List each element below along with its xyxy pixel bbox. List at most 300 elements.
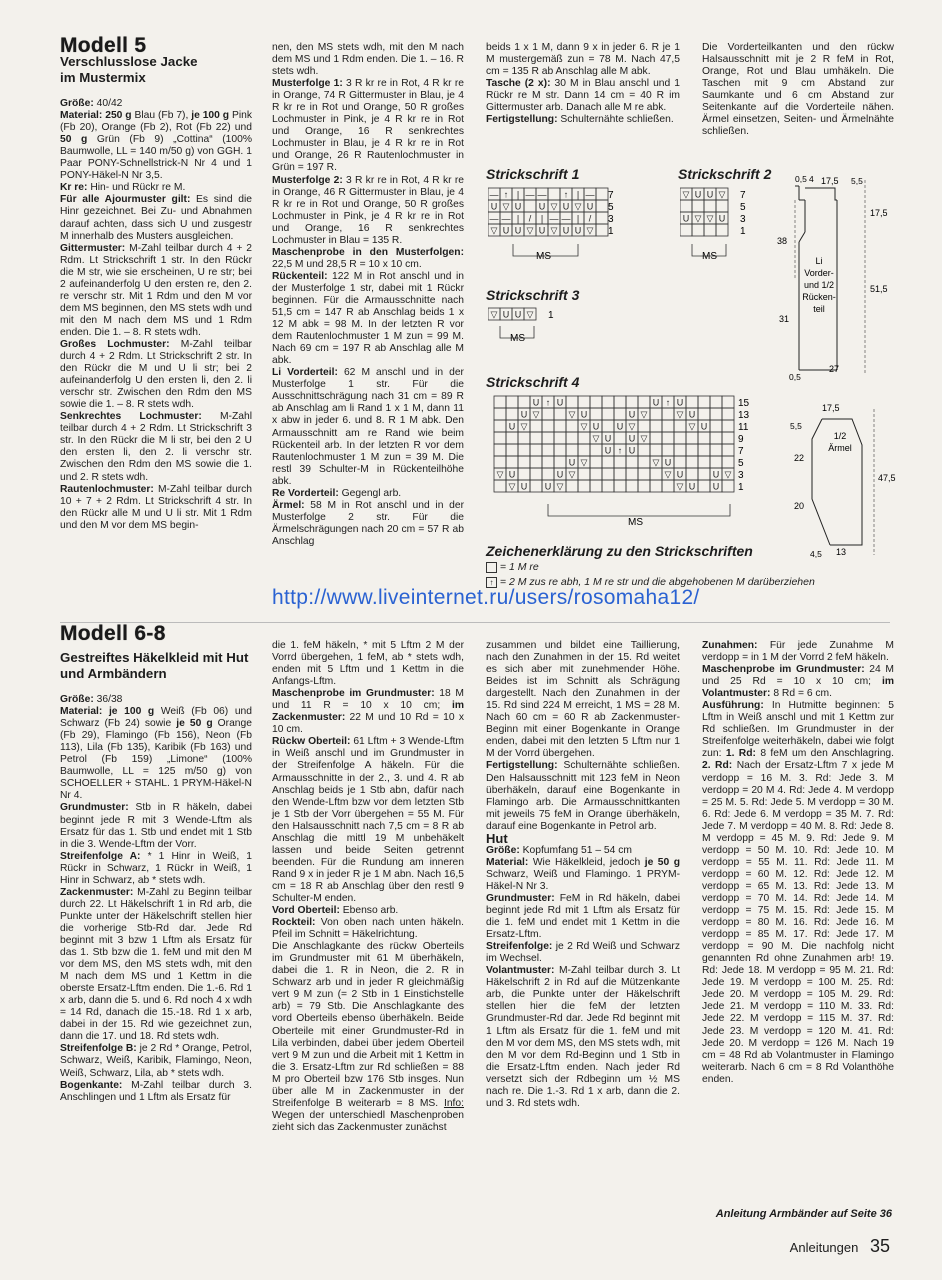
chart4-row-label: 13 [738,410,750,421]
paragraph: Senkrechtes Lochmuster: M-Zahl teilbar durch 4 + 2 Rdm. Lt Strickschrift 3 str. In den Rückr die M li str, bei den 2 U den ersten li, den 2. li verschr str. Zwischen den Rdm den MS sowie die 1. und 2. R stets wdh. [60,411,252,483]
chart-symbol: U [490,201,498,212]
chart-symbol: U [628,409,636,420]
chart-cell [494,480,506,492]
chart-symbol: U [700,421,708,432]
chart-cell [596,224,608,236]
chart-symbol: U [718,213,726,224]
paragraph: Streifenfolge: je 2 Rd Weiß und Schwarz im Wechsel. [486,941,680,965]
paragraph: Für alle Ajourmuster gilt: Es sind die Hinr gezeichnet. Bei Zu- und Abnahmen darauf achten, dass sich U und zusgestr M innerhalb des Musters ausgleichen. [60,194,252,242]
chart-cell [566,432,578,444]
chart-cell [518,444,530,456]
chart-cell [710,444,722,456]
chart-cell [566,420,578,432]
chart-symbol: ▽ [502,201,510,212]
chart-symbol: ▽ [508,481,516,492]
chart-cell [698,468,710,480]
chart-symbol: U [712,481,720,492]
chart-symbol: U [628,445,636,456]
dim-38: 38 [777,236,788,246]
dim-475: 47,5 [878,473,896,483]
chart-cell [638,444,650,456]
chart-cell [710,396,722,408]
chart-cell [542,420,554,432]
paragraph: Li Vorderteil: 62 M anschl und in der Musterfolge 1 str. Für die Ausschnittschrägung nach 31 cm = 89 R ab Anschlag am li Rand 1 x 1 M, dann 11 x abw in jeder 6. und 8. R 1 M abk. Den Armausschnitt am re Rand wie beim Rückenteil arb. In der letzten R vor dem Rautenlochmuster 1 M zun = 39 M. Die restl 39 Schulter-M in Rückenteilhöhe abk. [272,367,464,487]
paragraph: Großes Lochmuster: M-Zahl teilbar durch 4 + 2 Rdm. Lt Strickschrift 2 str. In den Rückr die M und U li str; bei 2 aufeinanderfolg U den ersten li, den 2. li verschr str. Zwischen den Rdm den MS sowie die 1. – 8. R stets wdh. [60,338,252,411]
chart-symbol: U [694,189,702,200]
schematic-label-li: Li [815,256,823,266]
chart-title-1: Strickschrift 1 [486,166,580,182]
chart-symbol: ▽ [640,409,648,420]
top-column-2 [272,42,464,548]
chart-cell [674,444,686,456]
chart-symbol: ▽ [532,409,540,420]
knitting-chart-4 [488,394,778,530]
chart-cell [530,444,542,456]
chart-cell [518,456,530,468]
chart-cell [524,200,536,212]
chart-cell [650,408,662,420]
chart-symbol: U [544,481,552,492]
chart2-ms: MS [702,251,717,262]
chart-cell [566,444,578,456]
chart-cell [590,408,602,420]
chart-cell [650,468,662,480]
legend-item-2: ↑ = 2 M zus re abh, 1 M re str und die abgehobenen M darüberziehen [486,576,815,588]
chart4-row-label: 9 [738,434,744,445]
chart-cell [704,200,716,212]
chart-cell [518,396,530,408]
chart-cell [542,408,554,420]
chart4-row-label: 3 [738,470,744,481]
chart-symbol: — [489,189,499,200]
chart-symbol: ▽ [550,201,558,212]
chart-symbol: U [514,225,522,236]
legend-title: Zeichenerklärung zu den Strickschriften [486,543,753,559]
chart-symbol: ↑ [503,189,509,200]
chart-cell [530,432,542,444]
knitting-chart-3 [488,306,568,346]
chart-symbol: | [576,213,580,224]
chart-title-2: Strickschrift 2 [678,166,772,182]
chart-cell [614,396,626,408]
chart-cell [602,396,614,408]
chart1-row-1: 1 [608,226,614,237]
chart-symbol: ↑ [563,189,569,200]
bottom-column-4 [702,640,894,1086]
chart4-row-label: 11 [738,422,749,433]
chart-cell [716,224,728,236]
dim-13: 13 [836,547,847,557]
chart-cell [578,444,590,456]
chart-cell [722,456,734,468]
paragraph: Ärmel: 58 M in Rot anschl und in der Musterfolge 2 str. Für die Ärmelschrägungen nach 20 cm = 57 R ab Anschlag [272,499,464,547]
paragraph: Musterfolge 2: 3 R kr re in Rot, 4 R kr re in Orange, 46 R Gittermuster in Blau, je 4 R kr re in Rot und Orange, 50 R großes Lochmuster in Pink, je 4 R kr re in Rot und Orange, 16 R senkrechtes Lochmuster in Blau = 135 R. [272,174,464,246]
chart-title-3: Strickschrift 3 [486,287,580,303]
chart-cell [518,468,530,480]
top-col4-body [702,42,894,138]
chart-cell [662,408,674,420]
chart-symbol: U [502,309,510,320]
top-col3-body [486,42,680,126]
chart-symbol: U [538,225,546,236]
chart-symbol: U [580,409,588,420]
chart-cell [722,480,734,492]
chart-cell [494,420,506,432]
chart-cell [554,456,566,468]
chart-symbol: ▽ [580,457,588,468]
paragraph: Maschenprobe im Grundmuster: 24 M und 25 Rd = 10 x 10 cm; im Volantmuster: 8 Rd = 6 cm. [702,664,894,700]
chart1-row-3: 3 [608,214,614,225]
chart-cell [590,480,602,492]
chart-cell [554,432,566,444]
chart-cell [506,432,518,444]
top-column-1 [60,34,252,532]
bottom-col4-body [702,640,894,1086]
chart-cell [686,468,698,480]
chart-cell [692,200,704,212]
chart-symbol: ▽ [676,481,684,492]
chart-cell [638,420,650,432]
paragraph: Größe: 36/38 [60,694,123,706]
chart-symbol: ▽ [592,433,600,444]
paragraph: Zackenmuster: M-Zahl zu Beginn teilbar durch 22. Lt Häkelschrift 1 in Rd arb, die Punkte unter der Häkelschrift stellen hier die vorherige Stb-Rd dar. Jede Rd beginnt mit 3 bzw 1 Lftm als Ersatz für das 1. Stb bzw die 1. feM und mit den M vor dem MS, den MS stets wdh, mit den M nach dem MS und 1 Kettm in die oberste Ersatz-Lftm enden. Die 1.-6. Rd 1 x arb, dann die 5. und 6. Rd noch 4 x wdh = 14 Rd, danach die 15.-18. Rd 1 x arb, dabei in der 15. Rd wie gezeichnet zun, dann die 17. und 18. Rd stets wdh. [60,886,252,1043]
chart-cell [530,480,542,492]
chart-cell [626,480,638,492]
paragraph: Material: 250 g Blau (Fb 7), je 100 g Pink (Fb 20), Orange (Fb 2), Rot (Fb 22) und 50 g Grün (Fb 9) „Cottina“ (100% Baumwolle, LL = 140 m/50 g) von GGH. 1 Paar PONY-Schnellstrick-N Nr 4 und 1 PONY-Häkel-N Nr 3,5. [60,110,252,182]
chart-cell [578,468,590,480]
top-title: Modell 5 [60,34,147,57]
chart-symbol: ▽ [688,421,696,432]
chart-cell [680,224,692,236]
chart-cell [596,212,608,224]
chart-cell [710,408,722,420]
chart-cell [542,456,554,468]
paragraph: Größe: Kopfumfang 51 – 54 cm [486,844,632,856]
chart-cell [626,468,638,480]
chart-symbol: | [516,213,520,224]
chart-symbol: U [604,445,612,456]
chart-cell [698,432,710,444]
page-footer [790,1236,890,1257]
bottom-col1-body [60,694,252,1104]
chart-cell [506,444,518,456]
footer-label: Anleitungen [789,1240,859,1255]
chart-cell [590,444,602,456]
chart-symbol: U [676,469,684,480]
paragraph: Kr re: Hin- und Rückr re M. [60,182,186,194]
chart-cell [548,188,560,200]
chart-symbol: | [516,189,520,200]
chart-symbol: U [682,213,690,224]
section-divider [60,622,890,623]
paragraph: Streifenfolge B: je 2 Rd * Orange, Petrol, Schwarz, Weiß, Karibik, Flamingo, Neon, Weiß, Schwarz, Lila, ab * stets wdh. [60,1043,252,1079]
chart-cell [542,432,554,444]
chart-cell [698,408,710,420]
bottom-col2-body [272,640,464,1134]
top-col1-body [60,98,252,532]
chart-cell [542,468,554,480]
chart-cell [554,444,566,456]
dim-4: 4 [809,174,814,184]
chart-cell [710,432,722,444]
chart-cell [662,420,674,432]
chart-cell [626,456,638,468]
chart-cell [554,408,566,420]
paragraph: Musterfolge 1: 3 R kr re in Rot, 4 R kr re in Orange, 74 R Gittermuster in Blau, je 4 R kr re in Rot und Orange, 50 R großes Lochmuster in Pink, je 4 R kr re in Rot und Orange, 16 R senkrechtes Lochmuster in Blau, je 4 R kr re in Rot und Orange, 26 R Rautenlochmuster in Grün = 197 R. [272,78,464,174]
chart-symbol: ▽ [490,225,498,236]
chart-cell [506,408,518,420]
watermark-url: http://www.liveinternet.ru/users/rosomaha12/ [272,586,700,609]
paragraph: Die Anschlagkante des rückw Oberteils im Grundmuster mit 61 M überhäkeln, dabei die 1. R in Neon, die 2. R in Schwarz arb und in jeder R gleichmäßig vert 9 M zun (= 2 Stb in 1 Einstichstelle arb) = 79 Stb. Die Anschlagkante des vord Oberteils ebenso überhäkeln. Beide Oberteile mit einer Grundmuster-Rd in Lila verbinden, dabei über jedem Oberteil vert 9 M zun und die Arbeit mit 1 Kettm in die 3. Ersatz-Lftm zur Rd schließen = 88 M pro Oberteil bzw 176 Stb insges. Nun über alle M in Zackenmuster in der Streifenfolge B weiterarb = 8 MS. Info: Wegen der unterschiedl Maschenproben zieht sich das Zackenmuster zunächst [272,941,464,1133]
chart-symbol: U [508,469,516,480]
chart-symbol: U [514,309,522,320]
chart-cell [710,420,722,432]
bottom-column-3 [486,640,680,1110]
dim-515: 51,5 [870,284,888,294]
chart2-row-5: 5 [740,202,746,213]
chart1-row-7: 7 [608,190,614,201]
chart-symbol: U [508,421,516,432]
schematic-sleeve [782,395,912,565]
paragraph: nen, den MS stets wdh, mit den M nach dem MS und 1 Rdm enden. Die 1. – 16. R stets wdh. [272,42,464,78]
chart-cell [602,420,614,432]
paragraph: Rückenteil: 122 M in Rot anschl und in der Musterfolge 1 str, dabei mit 1 Rückr beginnen. Für die Armausschnitte nach 51,5 cm = 147 R ab Anschlag beids 1 x 12 M abk = 98 M. In der letzten R vor dem Rautenlochmuster 1 M zun = 99 M. Nach 69 cm = 197 R ab Anschlag alle M abk. [272,270,464,367]
dim-20: 20 [794,501,805,511]
chart2-row-1: 1 [740,226,746,237]
chart-cell [578,432,590,444]
chart-symbol: ▽ [526,225,534,236]
chart-symbol: U [568,457,576,468]
chart-cell [542,444,554,456]
chart-cell [674,432,686,444]
paragraph: Grundmuster: Stb in R häkeln, dabei beginnt jede R mit 3 Wende-Lftm als Ersatz für das 1. Stb und endet mit 1 Stb in die 3. Wende-Lftm der Vorr. [60,802,252,850]
chart-cell [692,224,704,236]
chart-symbol: — [489,213,499,224]
bottom-column-2 [272,640,464,1134]
chart-symbol: ▽ [520,421,528,432]
chart-symbol: ▽ [568,469,576,480]
legend-decrease-symbol: ↑ [486,577,497,588]
chart-cell [698,456,710,468]
chart-symbol: / [528,213,532,224]
paragraph: zusammen und bildet eine Taillierung, nach den Zunahmen in der 15. Rd weitet es sich aber mit zunehmender Höhe. Beides ist im Schnitt als Schrägung dargestellt. Nach den Zunahmen in der 15. Rd sind 224 M erreicht, 1 MS = 28 M. Nach 60 cm = 60 R ab Zackenmuster-Beginn mit einer Bogenkante in Orange enden, dabei mit den letzten 5 Lftm nur 1 M der Vorrd übergehen. [486,640,680,760]
dim-55b: 5,5 [790,421,802,431]
chart-symbol: ▽ [676,409,684,420]
chart-cell [614,456,626,468]
chart-symbol: U [562,201,570,212]
chart-cell [590,396,602,408]
chart-cell [704,224,716,236]
chart-cell [518,432,530,444]
chart4-row-label: 1 [738,482,744,493]
dim-55a: 5,5 [851,176,863,186]
dim-05b: 0,5 [789,372,801,382]
chart-symbol: ▽ [718,189,726,200]
chart-cell [494,396,506,408]
chart-cell [662,480,674,492]
paragraph: die 1. feM häkeln, * mit 5 Lftm 2 M der Vorrd übergehen, 1 feM, ab * stets wdh, enden mit 5 Lftm und 1 Kettm in die Anfangs-Lftm. [272,640,464,688]
chart3-ms: MS [510,333,525,344]
chart-symbol: U [688,409,696,420]
chart-symbol: ▽ [550,225,558,236]
chart-symbol: U [556,469,564,480]
knitting-chart-1 [488,186,628,266]
chart-symbol: ▽ [664,469,672,480]
paragraph: Vord Oberteil: Ebenso arb. [272,905,399,917]
chart-symbol: — [537,189,547,200]
chart-symbol: U [520,481,528,492]
dim-45: 4,5 [810,549,822,559]
chart-symbol: ↑ [665,397,671,408]
chart-cell [530,420,542,432]
chart-symbol: ▽ [652,457,660,468]
chart-cell [596,200,608,212]
chart-symbol: ▽ [568,409,576,420]
schematic-label-vorder: Vorder- [804,268,834,278]
paragraph: Material: Wie Häkelkleid, jedoch je 50 g Schwarz, Weiß und Flamingo. 1 PRYM-Häkel-N Nr 3. [486,856,680,892]
chart4-row-label: 15 [738,398,750,409]
paragraph: Re Vorderteil: Gegengl arb. [272,487,402,499]
chart4-row-label: 5 [738,458,744,469]
chart-symbol: U [688,481,696,492]
chart-symbol: U [592,421,600,432]
chart-symbol: | [540,213,544,224]
chart-cell [602,456,614,468]
chart-symbol: ▽ [490,309,498,320]
chart-cell [506,456,518,468]
chart-cell [686,396,698,408]
chart-symbol: | [576,189,580,200]
chart-symbol: ▽ [724,469,732,480]
chart-symbol: / [588,213,592,224]
dim-175c: 17,5 [822,403,840,413]
legend-knit-symbol [486,562,497,573]
chart-cell [602,468,614,480]
chart-symbol: ▽ [640,433,648,444]
paragraph: Maschenprobe im Grundmuster: 18 M und 11 R = 10 x 10 cm; im Zackenmuster: 22 M und 10 Rd = 10 x 10 cm. [272,688,464,736]
chart-cell [674,420,686,432]
dim-31: 31 [779,314,790,324]
chart-cell [638,456,650,468]
chart-cell [662,444,674,456]
chart-symbol: — [561,213,571,224]
chart-symbol: U [706,189,714,200]
chart-cell [650,432,662,444]
chart-symbol: — [501,213,511,224]
top-col2-body [272,42,464,548]
paragraph: Maschenprobe in den Musterfolgen: 22,5 M und 28,5 R = 10 x 10 cm. [272,246,464,270]
chart-cell [698,444,710,456]
chart-cell [722,444,734,456]
chart-cell [722,420,734,432]
chart-symbol: U [676,397,684,408]
chart-symbol: ▽ [682,189,690,200]
chart-cell [590,456,602,468]
paragraph: Material: je 100 g Weiß (Fb 06) und Schwarz (Fb 24) sowie je 50 g Orange (Fb 29), Flamingo (Fb 156), Neon (Fb 113), Lila (Fb 135), Karibik (Fb 163) und Petrol (Fb 159) „Limone“ (100% Baumwolle, LL = 125 m/50 g) von SCHOELLER + STAHL. 1 PRYM-Häkel-N Nr 4. [60,706,253,802]
chart4-ms: MS [628,517,643,528]
chart-cell [686,432,698,444]
chart-symbol: ▽ [526,309,534,320]
paragraph: Hut [486,830,508,846]
chart-symbol: ▽ [574,201,582,212]
chart-cell [596,188,608,200]
chart-cell [650,420,662,432]
chart-cell [680,200,692,212]
chart-cell [698,480,710,492]
chart-cell [638,468,650,480]
armbaender-note: Anleitung Armbänder auf Seite 36 [715,1208,892,1220]
chart-symbol: U [574,225,582,236]
dim-27: 27 [829,364,840,374]
top-column-3 [486,42,680,126]
chart-symbol: U [520,409,528,420]
bottom-col3-body [486,640,680,1110]
bottom-column-1 [60,622,253,1104]
chart-cell [722,396,734,408]
legend-item-1: = 1 M re [486,561,539,573]
chart2-row-3: 3 [740,214,746,225]
paragraph: Tasche (2 x): 30 M in Blau anschl und 1 Rückr re M str. Dann 14 cm = 40 R im Gittermuster arb. Danach alle M re abk. [486,78,680,114]
chart-cell [638,480,650,492]
paragraph: Bogenkante: M-Zahl teilbar durch 3. Anschlingen und 1 Lftm als Ersatz für [60,1079,252,1103]
chart-cell [494,408,506,420]
chart-symbol: U [586,201,594,212]
chart-symbol: U [562,225,570,236]
chart-symbol: ▽ [706,213,714,224]
paragraph: Grundmuster: FeM in Rd häkeln, dabei beginnt jede Rd mit 1 Lftm als Ersatz für die 1. feM und endet mit 1 Kettm in die Ersatz-Lftm. [486,892,680,941]
chart-cell [614,432,626,444]
chart-cell [686,456,698,468]
chart-cell [578,480,590,492]
chart4-row-label: 7 [738,446,744,457]
bottom-subtitle: Gestreiftes Häkelkleid mit Hut und Armbändern [60,650,249,682]
chart-cell [722,408,734,420]
chart-symbol: ▽ [496,469,504,480]
dim-175b: 17,5 [870,208,888,218]
chart-symbol: U [712,469,720,480]
chart-symbol: — [585,189,595,200]
chart-symbol: U [514,201,522,212]
paragraph: Ausführung: In Hutmitte beginnen: 5 Lftm in Weiß anschl und mit 1 Kettm zur Rd schließen. Im Grundmuster in der Streifenfolge weiterhäkeln, dabei wie folgt zun: 1. Rd: 8 feM um den Anschlagring. 2. Rd: Nach der Ersatz-Lftm 7 x jede M verdopp = 16 M. 3. Rd: Jede 3. M verdopp = 20 M 4. Rd: Jede 4. M verdopp = 25 M. 5. Rd: Jede 5. M verdopp = 30 M. 6. Rd: Jede 6. M verdopp = 35 M. 7. Rd: Jede 7. M verdopp = 40 M. 8. Rd: Jede 8. M verdopp = 45 M. 9. Rd: Jede 9. M verdopp = 50 M. 10. Rd: Jede 10. M verdopp = 55 M. 11. Rd: Jede 11. M verdopp = 60 M. 12. Rd: Jede 12. M verdopp = 65 M. 13. Rd: Jede 13. M verdopp = 70 M. 14. Rd: Jede 14. M verdopp = 75 M. 15. Rd: Jede 15. M verdopp = 80 M. 16. Rd: Jede 16. M verdopp = 85 M. 17. Rd: Jede 17. M verdopp = 90 M. Die nachfolg nicht genannten Rd ohne Zunahmen arb! 19. Rd: Jede 18. M verdopp = 95 M. 21. Rd: Jede 19. M verdopp = 100 M. 25. Rd: Jede 20. M verdopp = 105 M. 29. Rd: Jede 21. M verdopp = 110 M. 33. Rd: Jede 22. M verdopp = 115 M. 37. Rd: Jede 23. M verdopp = 120 M. 41. Rd: Jede 20. M verdopp = 126 M. Nach 19 cm = 48 Rd ab Volantmuster in Flamingo weiterarb. Nach 6 cm = 8 Rd Volanthöhe enden. [702,700,895,1085]
chart-cell [602,408,614,420]
schematic-label-teil: teil [813,304,825,314]
chart-symbol: U [628,433,636,444]
chart-cell [674,456,686,468]
schematic-label-und: und 1/2 [803,280,835,290]
chart-cell [716,200,728,212]
chart-symbol: U [652,397,660,408]
chart-cell [566,480,578,492]
chart-cell [614,480,626,492]
chart-symbol: — [525,189,535,200]
dim-175a: 17,5 [821,176,839,186]
chart3-row-1: 1 [548,310,554,321]
paragraph: Gittermuster: M-Zahl teilbar durch 4 + 2 Rdm. Lt Strickschrift 1 str. In den Rückr die M str, wie sie erscheinen, U re str; bei 2 aufeinanderfolg U den ersten re, den 2. re verschr str. Mit 1 Rdm und den M vor dem MS beginnen, den MS stets wdh und mit den M nach dem MS und 1 Rdm enden. Die 1. – 8. R stets wdh. [60,242,252,338]
chart-cell [530,468,542,480]
paragraph: Größe: 40/42 [60,98,123,110]
dim-22: 22 [794,453,805,463]
chart-symbol: U [664,457,672,468]
paragraph: Volantmuster: M-Zahl teilbar durch 3. Lt Häkelschrift 2 in Rd auf die Mützenkante arb, die Punkte unter der Häkelschrift stellen hier die feM der letzten Grundmuster-Rd dar. Jede Rd beginnt mit 1 Lftm als Ersatz für die 1. feM und mit den M vor dem MS, den MS stets wdh, mit den M vor dem Rd-Beginn und 1 Stb in die Ersatz-Lftm enden. Nach jeder Rd versetzt sich der Rdbeginn um ½ MS nach re. Die 1.-3. Rd 1 x arb, dann die 2. und 3. Rd stets wdh. [486,965,680,1109]
paragraph: Fertigstellung: Schulternähte schließen. [486,114,674,126]
chart-cell [614,468,626,480]
chart-symbol: ▽ [580,421,588,432]
chart-symbol: U [532,397,540,408]
paragraph: Rockteil: Von oben nach unten häkeln. Pfeil im Schnitt = Häkelrichtung. [272,917,464,941]
chart-cell [614,408,626,420]
chart-cell [722,432,734,444]
sleeve-label-half: 1/2 [833,431,847,441]
